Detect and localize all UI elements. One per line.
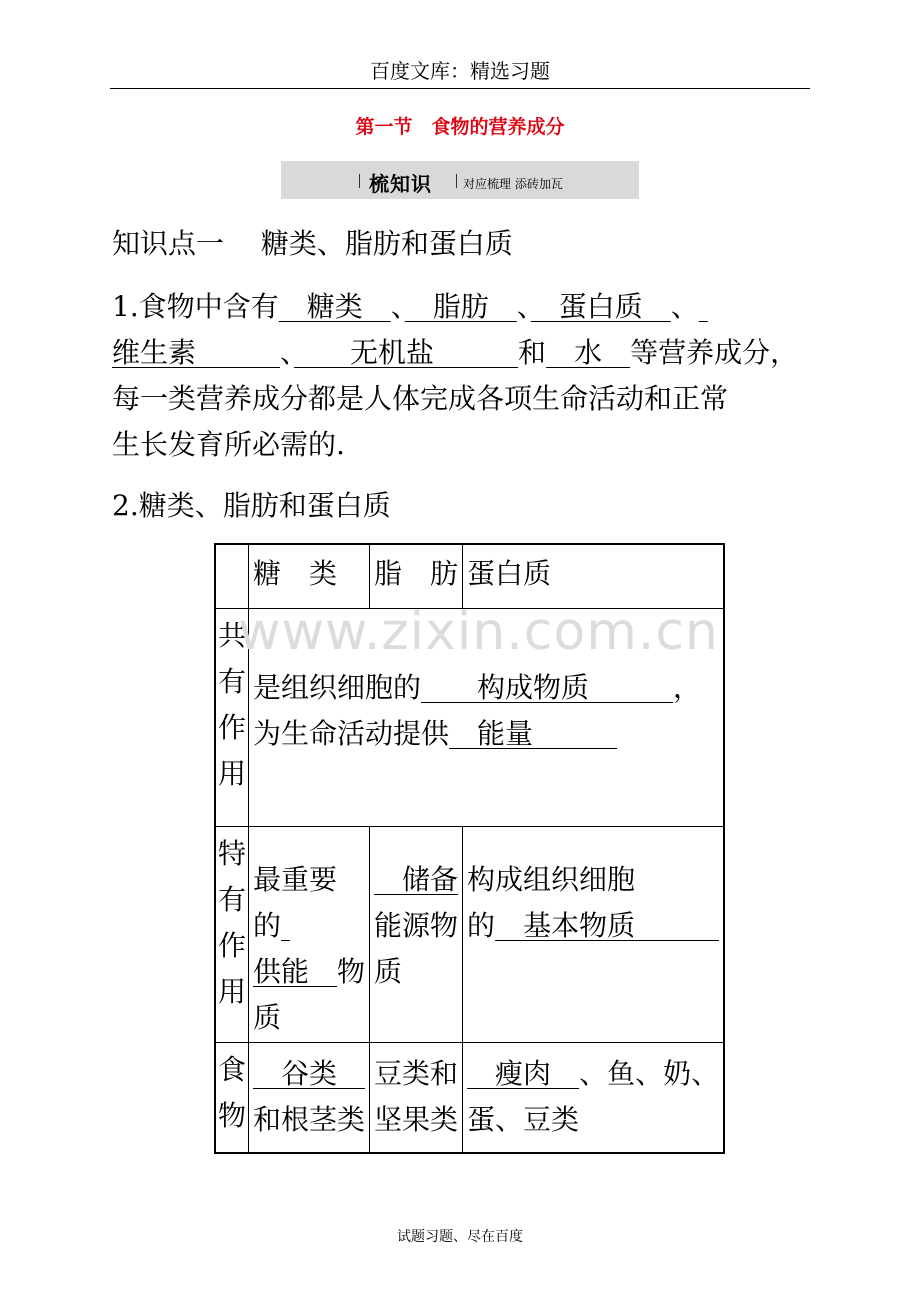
header-protein: 蛋白质	[463, 544, 725, 608]
protein-food-post: 、鱼、奶、蛋、豆类	[467, 1056, 720, 1136]
page-header	[110, 56, 810, 89]
sugar-food-blank: 谷类	[253, 1056, 366, 1090]
answer-blank-6: 水	[546, 336, 631, 369]
header-fat: 脂 肪	[370, 544, 463, 608]
protein-food-blank: 瘦肉	[467, 1056, 580, 1090]
special-function-row	[215, 826, 724, 1042]
sugar-special-blank-start	[281, 909, 290, 942]
common-function-label: 共有作用	[215, 608, 249, 826]
answer-blank-4: 维生素	[112, 336, 281, 369]
common-text-1: 是组织细胞的	[253, 670, 422, 704]
protein-special-blank: 基本物质	[495, 908, 720, 942]
common-function-cell	[249, 608, 725, 826]
sugar-food-post: 和根茎类	[253, 1102, 366, 1136]
food-label: 食物	[215, 1042, 249, 1153]
nutrient-table	[214, 543, 725, 1154]
q1-prefix: 1.食物中含有	[112, 290, 279, 323]
question-1-line-2	[112, 331, 798, 371]
banner-divider-right	[456, 174, 457, 188]
protein-special-cell	[463, 826, 725, 1042]
question-1-line-1	[112, 285, 708, 325]
q1-sep-4: 、	[280, 336, 295, 369]
fat-special-post: 能源物质	[374, 908, 459, 988]
food-row	[215, 1042, 724, 1153]
q1-and: 和	[518, 336, 547, 369]
sugar-food-cell	[249, 1042, 370, 1153]
common-blank-1: 构成物质	[421, 670, 674, 704]
question-2-title: 2.糖类、脂肪和蛋白质	[112, 489, 391, 522]
table-corner-cell	[215, 544, 249, 608]
knowledge-banner	[281, 161, 639, 199]
fat-food-cell: 豆类和坚果类	[370, 1042, 463, 1153]
answer-blank-5: 无机盐	[294, 336, 519, 369]
protein-food-cell	[463, 1042, 725, 1153]
answer-blank-1: 糖类	[278, 290, 391, 323]
question-1-line-3: 每一类营养成分都是人体完成各项生命活动和正常	[112, 382, 729, 415]
fat-special-cell	[370, 826, 463, 1042]
common-function-row	[215, 608, 724, 826]
table-header-row	[215, 544, 724, 608]
answer-blank-2: 脂肪	[404, 290, 517, 323]
header-title: 百度文库：精选习题	[370, 59, 550, 83]
common-blank-2: 能量	[449, 716, 618, 750]
answer-blank-3: 蛋白质	[530, 290, 671, 323]
banner-divider-left	[359, 174, 360, 188]
q1-sep-1: 、	[390, 290, 405, 323]
sugar-special-cell	[249, 826, 370, 1042]
sugar-special-post: 物质	[253, 954, 366, 1034]
protein-special-pre: 构成组织细胞的	[467, 862, 636, 942]
page-footer: 试题习题、尽在百度	[397, 1229, 523, 1245]
banner-main-label: 梳知识	[369, 172, 432, 196]
header-sugar: 糖 类	[249, 544, 370, 608]
common-comma: ，	[673, 670, 702, 704]
common-text-2: 为生命活动提供	[253, 716, 450, 750]
sugar-special-blank: 供能	[253, 954, 338, 988]
knowledge-point-title: 知识点一 糖类、脂肪和蛋白质	[112, 227, 513, 260]
banner-sub-label: 对应梳理 添砖加瓦	[463, 177, 563, 191]
watermark: www.zixin.com.cn	[238, 602, 719, 662]
q1-sep-2: 、	[516, 290, 531, 323]
q1-sep-3: 、	[670, 290, 699, 323]
sugar-special-pre: 最重要的	[253, 862, 338, 942]
section-title: 第一节 食物的营养成分	[355, 116, 565, 138]
answer-blank-4-start	[699, 290, 708, 323]
fat-special-blank: 储备	[374, 862, 459, 896]
q1-suffix: 等营养成分，	[630, 336, 799, 369]
special-function-label: 特有作用	[215, 826, 249, 1042]
question-1-line-4: 生长发育所必需的.	[112, 428, 345, 461]
